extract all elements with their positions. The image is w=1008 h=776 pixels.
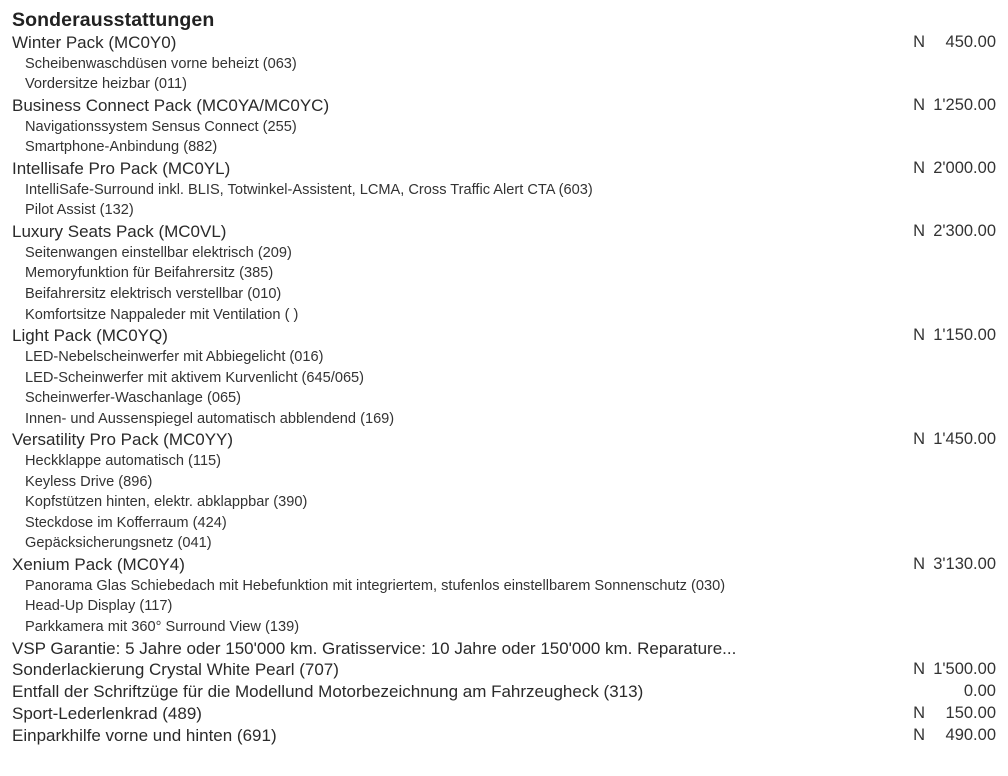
option-row (12, 95, 996, 117)
price-currency: N (913, 430, 925, 449)
option-label: Entfall der Schriftzüge für die Modellund Motorbezeichnung am Fahrzeugheck (313) (12, 682, 644, 702)
option-row (12, 725, 996, 747)
option-price (913, 429, 996, 451)
option-price (913, 221, 996, 243)
option-label: Versatility Pro Pack (MC0YY) (12, 430, 234, 450)
option-row (12, 32, 996, 54)
option-row (12, 325, 996, 347)
option-subitem: IntelliSafe-Surround inkl. BLIS, Totwinkel-Assistent, LCMA, Cross Traffic Alert CTA (603) (25, 181, 593, 198)
option-label: Winter Pack (MC0Y0) (12, 33, 177, 52)
option-label: Luxury Seats Pack (MC0VL) (12, 221, 227, 241)
price-currency: N (913, 725, 925, 744)
option-price (913, 659, 996, 681)
option-row (12, 429, 996, 451)
price-currency: N (913, 326, 925, 345)
option-subitem: LED-Nebelscheinwerfer mit Abbiegelicht (016) (25, 348, 324, 365)
option-subitem: Vordersitze heizbar (011) (25, 76, 187, 93)
document-title: Sonderausstattungen (12, 9, 215, 31)
price-currency: N (913, 158, 925, 177)
option-subitem: Pilot Assist (132) (25, 202, 134, 219)
price-amount: 150.00 (945, 704, 996, 723)
price-currency: N (913, 704, 925, 723)
option-price (913, 158, 996, 180)
option-subitem: Kopfstützen hinten, elektr. abklappbar (390) (25, 494, 308, 511)
option-label: Sport-Lederlenkrad (489) (12, 704, 202, 724)
option-subitem: Keyless Drive (896) (25, 473, 153, 490)
option-subitem: Gepäcksicherungsnetz (041) (25, 535, 212, 552)
option-price (913, 95, 996, 117)
option-row (12, 659, 996, 681)
option-row (12, 638, 996, 660)
price-amount: 1'250.00 (933, 95, 996, 114)
option-price (913, 554, 996, 576)
option-label: Xenium Pack (MC0Y4) (12, 555, 185, 575)
price-amount: 1'500.00 (933, 660, 996, 679)
option-price (913, 703, 996, 725)
option-label: Intellisafe Pro Pack (MC0YL) (12, 158, 231, 178)
options-list (12, 32, 996, 747)
price-currency: N (913, 660, 925, 679)
price-amount: 3'130.00 (933, 555, 996, 574)
option-price (913, 32, 996, 54)
price-amount: 450.00 (945, 33, 996, 51)
option-subitem: LED-Scheinwerfer mit aktivem Kurvenlicht (645/065) (25, 369, 365, 386)
price-amount: 2'300.00 (933, 221, 996, 240)
option-label: Einparkhilfe vorne und hinten (691) (12, 725, 277, 745)
price-amount: 1'150.00 (933, 326, 996, 345)
option-subitem: Scheibenwaschdüsen vorne beheizt (063) (25, 55, 297, 72)
price-currency: N (913, 221, 925, 240)
option-subitem: Beifahrersitz elektrisch verstellbar (010) (25, 285, 282, 302)
option-subitem: Scheinwerfer-Waschanlage (065) (25, 390, 242, 407)
option-label: VSP Garantie: 5 Jahre oder 150'000 km. Gratisservice: 10 Jahre oder 150'000 km. Reparature... (12, 638, 737, 658)
option-row (12, 703, 996, 725)
option-row (12, 158, 996, 180)
option-subitem: Panorama Glas Schiebedach mit Hebefunktion mit integriertem, stufenlos einstellbarem Sonnenschutz (030) (25, 577, 726, 594)
price-amount: 2'000.00 (933, 158, 996, 177)
option-row (12, 681, 996, 703)
option-subitem: Komfortsitze Nappaleder mit Ventilation ( ) (25, 306, 299, 323)
option-subitem: Seitenwangen einstellbar elektrisch (209) (25, 244, 292, 261)
option-label: Light Pack (MC0YQ) (12, 326, 168, 346)
option-subitem: Heckklappe automatisch (115) (25, 453, 222, 470)
option-subitem: Steckdose im Kofferraum (424) (25, 514, 227, 531)
price-amount: 490.00 (945, 725, 996, 744)
option-price (913, 325, 996, 347)
option-label: Sonderlackierung Crystal White Pearl (707) (12, 660, 339, 680)
option-subitem: Memoryfunktion für Beifahrersitz (385) (25, 265, 274, 282)
option-row (12, 221, 996, 243)
document (12, 8, 996, 747)
price-amount: 0.00 (963, 682, 996, 701)
price-currency: N (913, 33, 925, 51)
option-subitem: Smartphone-Anbindung (882) (25, 139, 218, 156)
option-subitem: Innen- und Aussenspiegel automatisch abblendend (169) (25, 410, 395, 427)
price-amount: 1'450.00 (933, 430, 996, 449)
option-subitem: Head-Up Display (117) (25, 598, 173, 615)
option-price (925, 681, 996, 703)
price-currency: N (913, 555, 925, 574)
option-subitem: Parkkamera mit 360° Surround View (139) (25, 619, 300, 636)
option-price (913, 725, 996, 747)
price-currency: N (913, 95, 925, 114)
option-label: Business Connect Pack (MC0YA/MC0YC) (12, 95, 330, 115)
option-subitem: Navigationssystem Sensus Connect (255) (25, 118, 297, 135)
option-row (12, 554, 996, 576)
